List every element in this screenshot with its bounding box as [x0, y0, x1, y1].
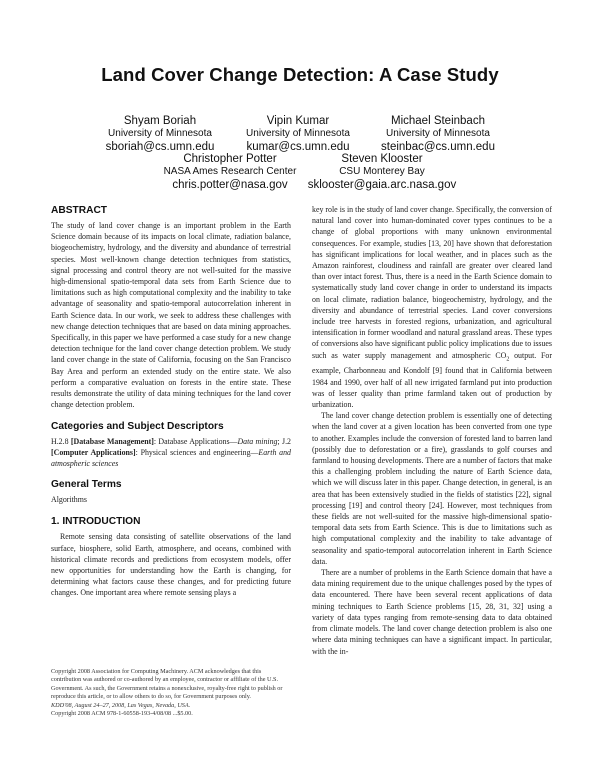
copyright-block — [51, 668, 291, 718]
body-paragraph: There are a number of problems in the Earth Science domain that have a data mining requirement due to the unique challenges posed by the types of data encountered. There have been several recent applications of data mining techniques to Earth Science problems [15, 28, 31, 32] using a variety of data types ranging from remote-sensing data to data obtained from climate models. The land cover change detection problem is also one where data mining techniques can have a significant impact. In particular, with the in- — [312, 568, 552, 656]
category-italic: Earth and atmospheric sciences — [51, 448, 291, 469]
paper-title: Land Cover Change Detection: A Case Study — [101, 64, 499, 85]
author-email: chris.potter@nasa.gov — [172, 179, 288, 191]
category-plain: : Physical sciences and engineering— — [135, 448, 259, 458]
author-3 — [338, 114, 538, 154]
subscript: 2 — [506, 356, 510, 363]
right-column — [312, 204, 552, 657]
author-name: Christopher Potter — [183, 153, 277, 165]
category-plain: : Database Applications— — [153, 437, 238, 447]
author-name: Steven Klooster — [341, 153, 423, 165]
general-terms-heading: General Terms — [51, 479, 122, 491]
author-name: Vipin Kumar — [266, 115, 330, 127]
copyright-notice: Copyright 2008 Association for Computing Machinery. ACM acknowledges that this contribution was authored or co-authored by an employee, contractor or affiliate of the U.S. Government. As such, the Government retains a nonexclusive, royalty-free right to publish or reproduce this article, or to allow others to do so, for Government purposes only. — [51, 668, 283, 701]
category-code: H.2.8 — [51, 437, 69, 447]
author-name: Michael Steinbach — [391, 115, 485, 127]
author-affiliation: University of Minnesota — [246, 128, 350, 139]
abstract-heading: ABSTRACT — [51, 205, 108, 216]
category-bold: [Database Management] — [70, 437, 154, 447]
general-terms-text: Algorithms — [51, 495, 87, 505]
author-email: sklooster@gaia.arc.nasa.gov — [307, 179, 457, 191]
author-email: steinbac@cs.umn.edu — [381, 141, 495, 153]
author-email: sboriah@cs.umn.edu — [105, 141, 215, 153]
body-text: key role is in the study of land cover change. Specifically, the conversion of natural land cover into human-dominated cover types continues to be a change of global proportions with many unknown environmental consequences. For example, studies [13, 20] have shown that deforestation has significant implications for local weather, and in places such as the Amazon rainforest, cloudiness and rainfall are greater over cleared land than over intact forest. Thus, there is a need in the Earth Science domain to systematically study land cover change in order to understand its impacts on local climate, radiation balance, biogeochemistry, hydrology, and the diversity and abundance of terrestrial species. Land cover conversions include tree harvests in forested regions, urbanization, and agricultural intensification in former woodland and natural grassland areas. These types of conversions also have significant public policy implications due to issues such as water supply management and atmospheric CO — [312, 205, 552, 360]
author-name: Shyam Boriah — [123, 115, 197, 127]
author-5 — [282, 152, 482, 192]
category-italic: Data mining — [237, 437, 278, 447]
copyright-isbn: Copyright 2008 ACM 978-1-60558-193-4/08/08 ...$5.00. — [51, 710, 193, 718]
category-bold: [Computer Applications] — [51, 448, 136, 458]
introduction-paragraph: Remote sensing data consisting of satellite observations of the land surface, biosphere, solid Earth, atmosphere, and oceans, combined with historical climate records and predictions from ecosystem models, offer new opportunities for understanding how the Earth is changing, for determining what factors cause these changes, and for predicting future changes. One important area where remote sensing plays a — [51, 532, 291, 598]
author-affiliation: University of Minnesota — [108, 128, 212, 139]
body-paragraph: The land cover change detection problem is essentially one of detecting when the land cover at a given location has been converted from one type to another. Examples include the conversion of forested land to barren land (possibly due to deforestation or a fire), grasslands to golf courses and farmland to housing developments. There are a number of factors that make this a challenging problem including the nature of Earth Science data, which we will discuss later in this paper. Change detection, in general, is an area that has been extensively studied in the fields of statistics [22], signal processing [19] and control theory [24]. However, most techniques from these fields are not well-suited for the massive high-dimensional spatio-temporal data sets from Earth Science. This is due to limitations such as high computational complexity and the inability to take advantage of seasonality and spatio-temporal autocorrelation inherent in Earth Science data. — [312, 411, 552, 566]
author-affiliation: University of Minnesota — [386, 128, 490, 139]
introduction-heading: 1. INTRODUCTION — [51, 516, 141, 528]
categories-text — [51, 436, 291, 469]
author-affiliation: CSU Monterey Bay — [339, 166, 425, 177]
author-affiliation: NASA Ames Research Center — [163, 166, 297, 177]
body-paragraph — [312, 204, 552, 410]
body-text: output. For example, Charbonneau and Kondolf [9] found that in California between 1984 and 1990, over half of all new irrigated farmland put into production was of lesser quality than prime farmland taken out of production by urbanization. — [312, 350, 552, 410]
conference-info: KDD'08, August 24–27, 2008, Las Vegas, Nevada, USA. — [51, 701, 191, 709]
categories-heading: Categories and Subject Descriptors — [51, 421, 224, 433]
abstract-text: The study of land cover change is an important problem in the Earth Science domain because of its impacts on local climate, radiation balance, biogeochemistry, hydrology, and the diversity and abundance of terrestrial species. Most well-known change detection techniques from statistics, signal processing and control theory are not well-suited for the massive high-dimensional spatio-temporal data sets from Earth Science due to limitations such as high computational complexity and the inability to take advantage of seasonality and spatio-temporal autocorrelation inherent in Earth Science data. In our work, we seek to address these challenges with new change detection techniques that are based on data mining approaches. Specifically, in this paper we have performed a case study for a new change detection technique for the land cover change detection problem. We study land cover change in the state of California, focusing on the San Francisco Bay Area and perform an extended study on the entire state. We also perform a comparative evaluation on forests in the entire state. These results demonstrate the utility of data mining techniques for the land cover change detection problem. — [51, 221, 291, 410]
left-column — [51, 204, 291, 599]
author-email: kumar@cs.umn.edu — [246, 141, 350, 153]
category-code: ; J.2 — [277, 437, 291, 447]
